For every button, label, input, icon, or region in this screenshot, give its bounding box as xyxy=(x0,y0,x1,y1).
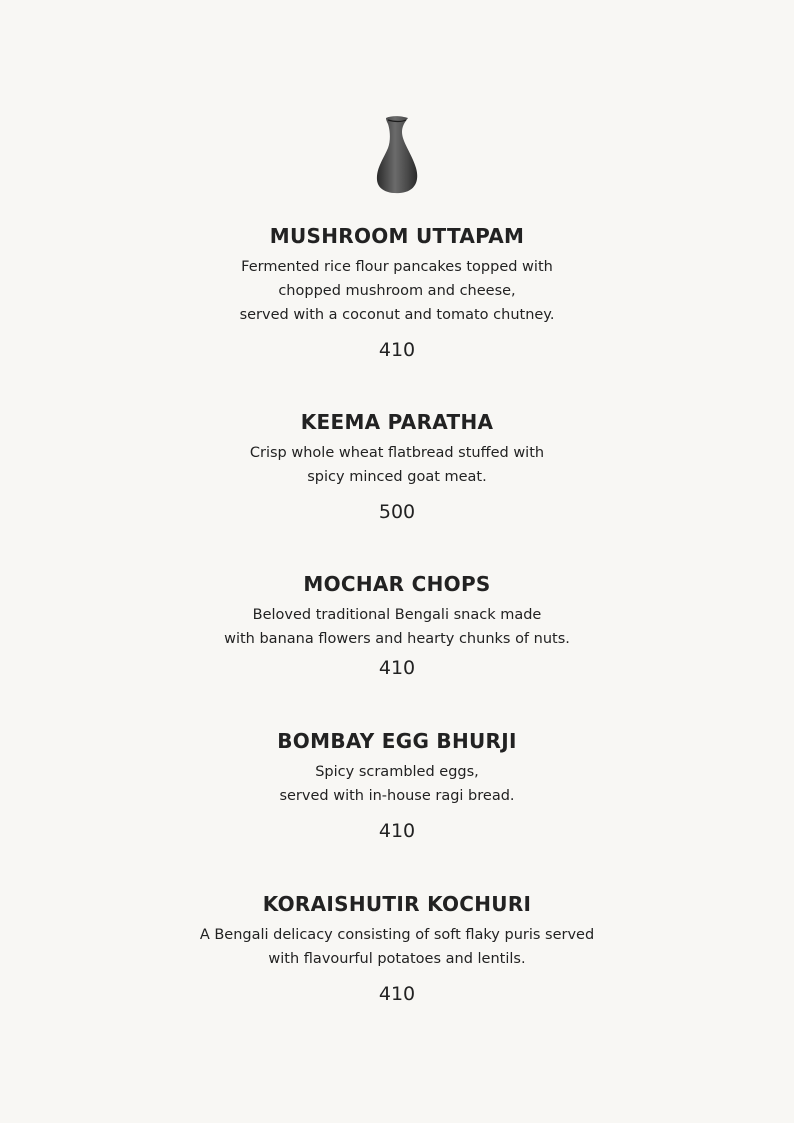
menu-item xyxy=(0,409,794,525)
description-line: Crisp whole wheat flatbread stuffed with xyxy=(249,445,545,461)
item-description xyxy=(0,923,794,971)
description-line: A Bengali delicacy consisting of soft flaky puris served xyxy=(199,927,595,943)
item-description xyxy=(0,441,794,489)
item-price: 410 xyxy=(378,820,416,842)
description-line: Fermented rice flour pancakes topped with xyxy=(241,259,553,275)
description-line: served with a coconut and tomato chutney. xyxy=(239,307,555,323)
item-name: MOCHAR CHOPS xyxy=(303,572,491,596)
description-line: served with in-house ragi bread. xyxy=(279,788,515,804)
menu-item xyxy=(0,571,794,681)
item-description xyxy=(0,760,794,808)
menu-item xyxy=(0,223,794,363)
item-price: 500 xyxy=(378,501,416,523)
description-line: spicy minced goat meat. xyxy=(307,469,487,485)
menu-item xyxy=(0,891,794,1007)
description-line: Spicy scrambled eggs, xyxy=(315,764,479,780)
item-name: KORAISHUTIR KOCHURI xyxy=(262,892,532,916)
item-name: BOMBAY EGG BHURJI xyxy=(277,729,517,753)
item-description xyxy=(0,255,794,327)
menu-item xyxy=(0,728,794,844)
item-name: KEEMA PARATHA xyxy=(300,410,494,434)
item-description xyxy=(0,603,794,651)
item-price: 410 xyxy=(378,657,416,679)
vase-icon xyxy=(372,114,422,196)
description-line: Beloved traditional Bengali snack made xyxy=(252,607,542,623)
item-price: 410 xyxy=(378,339,416,361)
description-line: chopped mushroom and cheese, xyxy=(278,283,516,299)
item-price: 410 xyxy=(378,983,416,1005)
item-name: MUSHROOM UTTAPAM xyxy=(269,224,525,248)
description-line: with banana flowers and hearty chunks of nuts. xyxy=(224,631,570,647)
description-line: with flavourful potatoes and lentils. xyxy=(268,951,526,967)
